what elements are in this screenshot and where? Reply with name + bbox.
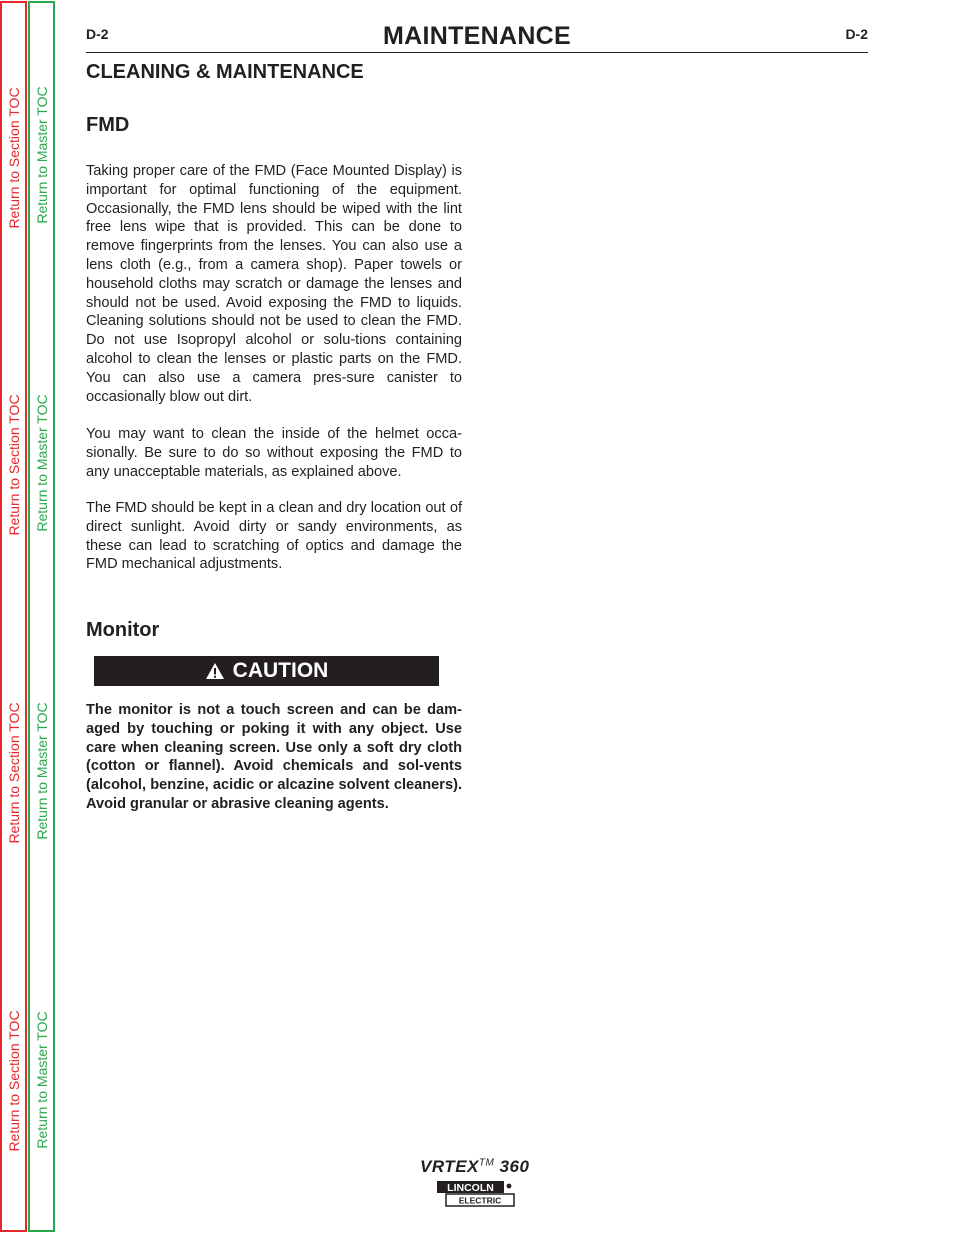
return-to-section-toc-label[interactable]: Return to Section TOC — [5, 1010, 22, 1152]
fmd-paragraph-care: Taking proper care of the FMD (Face Mounted Display) is important for optimal functioning of the equipment. Occasionally, the FMD lens should be wiped with the lint free lens wipe that is provided. This can be done to remove fingerprints from the lenses. You can also use a lens cloth (e.g., from a camera shop). Paper towels or household cloths may scratch or damage the lenses and should not be used. Avoid exposing the FMD to liquids. Cleaning solutions should not be used to clean the FMD. Do not use Isopropyl alcohol or solu-tions containing alcohol to clean the lenses or plastic parts on the FMD. You can also use a camera pres-sure canister to occasionally blow out dirt. — [86, 163, 462, 405]
product-brand: VRTEX — [420, 1157, 479, 1176]
return-to-section-toc-label[interactable]: Return to Section TOC — [5, 394, 22, 536]
return-to-master-toc-label[interactable]: Return to Master TOC — [33, 1011, 50, 1149]
monitor-heading: Monitor — [86, 619, 160, 641]
monitor-warning-text: The monitor is not a touch screen and can be dam-aged by touching or poking it with any object. Use care when cleaning screen. Use only a soft dry cloth (cotton or flannel). Avoid chemicals and sol-vents (alcohol, benzine, acidic or alcazine solvent cleaners). Avoid granular or abrasive cleaning agents. — [86, 702, 462, 812]
warning-triangle-icon — [205, 662, 225, 680]
fmd-paragraph-helmet: You may want to clean the inside of the helmet occa-sionally. Be sure to do so without exposing the FMD to any unacceptable materials, as explained above. — [86, 426, 462, 480]
return-to-master-toc-label[interactable]: Return to Master TOC — [33, 702, 50, 840]
return-to-master-toc-label[interactable]: Return to Master TOC — [33, 394, 50, 532]
return-to-section-toc-label[interactable]: Return to Section TOC — [5, 702, 22, 844]
return-to-section-toc-label[interactable]: Return to Section TOC — [5, 87, 22, 229]
caution-banner — [94, 656, 439, 686]
product-name — [420, 1157, 529, 1177]
product-model: 360 — [499, 1157, 530, 1176]
master-toc-rail — [28, 1, 55, 1232]
page-title: MAINTENANCE — [382, 22, 572, 50]
page-number-left: D-2 — [86, 26, 109, 42]
fmd-heading: FMD — [86, 114, 130, 136]
header-divider — [86, 52, 868, 53]
logo-bottom-text: ELECTRIC — [458, 1195, 502, 1206]
section-heading: CLEANING & MAINTENANCE — [86, 61, 364, 83]
caution-label: CAUTION — [232, 659, 329, 682]
trademark-mark: TM — [478, 1157, 495, 1169]
fmd-paragraph-storage: The FMD should be kept in a clean and dry location out of direct sunlight. Avoid dirty or sandy environments, as these can lead to scratching of optics and damage the FMD mechanical adjustments. — [86, 500, 462, 573]
lincoln-electric-logo — [436, 1180, 515, 1207]
page-number-right: D-2 — [845, 26, 868, 42]
section-toc-rail — [0, 1, 27, 1232]
logo-top-text: LINCOLN — [447, 1182, 494, 1194]
return-to-master-toc-label[interactable]: Return to Master TOC — [33, 86, 50, 224]
